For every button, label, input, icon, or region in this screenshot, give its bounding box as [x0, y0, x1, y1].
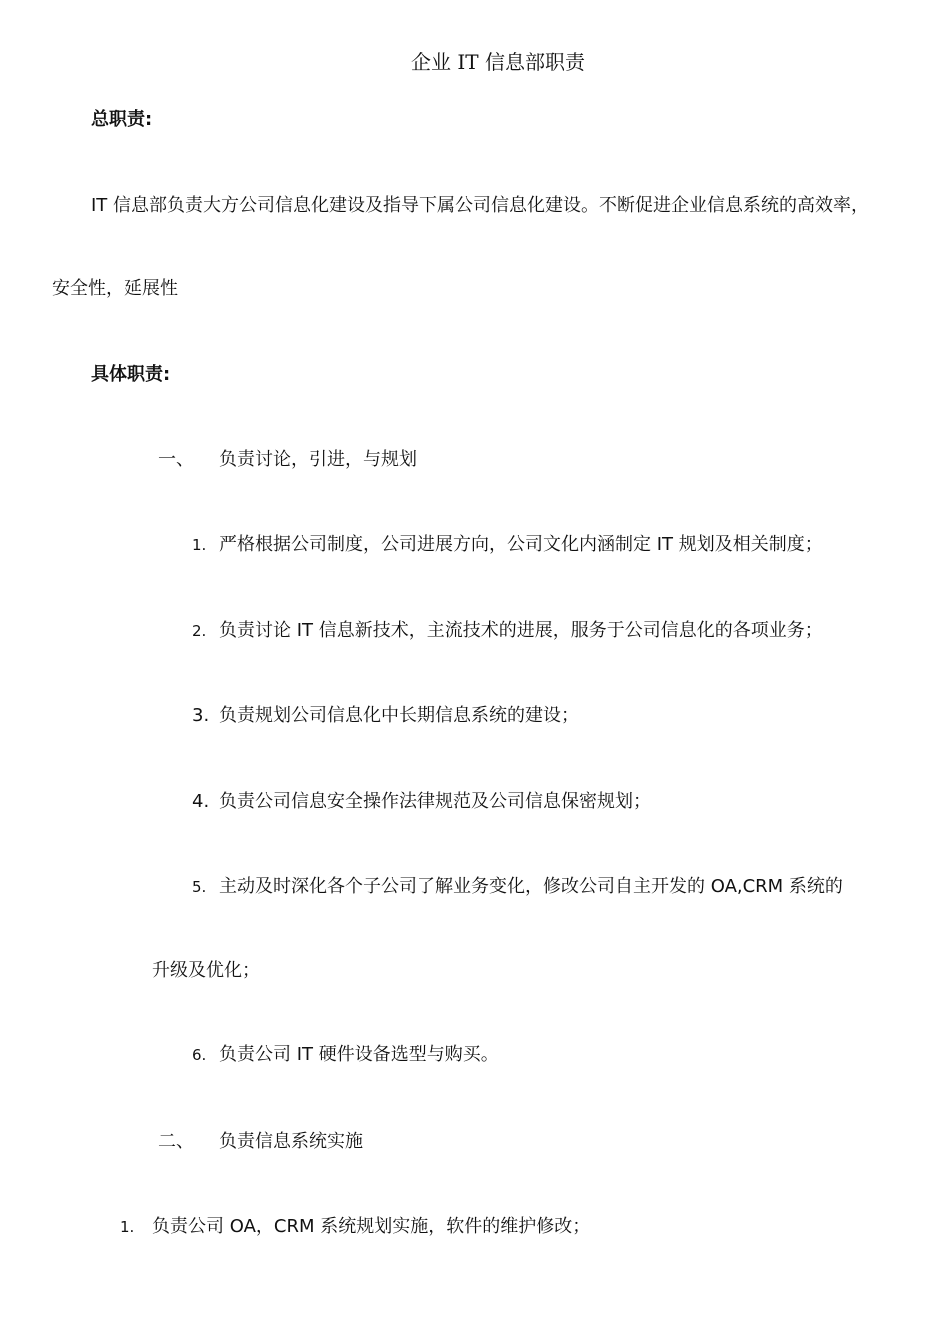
list-item-text: 负责公司 OA，CRM 系统规划实施，软件的维护修改； [152, 1216, 591, 1237]
list-item-number: 6. [192, 1046, 207, 1064]
section2-number: 二、 [158, 1131, 194, 1152]
list-item-number: 2. [192, 622, 207, 640]
list-item-number: 4. [192, 791, 210, 812]
list-item [192, 704, 579, 728]
list-item-text: 负责讨论 IT 信息新技术，主流技术的进展，服务于公司信息化的各项业务； [219, 620, 823, 641]
section2-header [158, 1130, 363, 1154]
general-text-line2: 安全性，延展性 [52, 278, 178, 299]
section2-title: 负责信息系统实施 [219, 1131, 363, 1152]
list-item [192, 875, 843, 899]
list-item-number: 1. [120, 1218, 135, 1236]
list-item [120, 1215, 590, 1239]
general-heading: 总职责: [91, 109, 153, 130]
list-item [192, 1043, 499, 1067]
document-title: 企业 IT 信息部职责 [411, 50, 585, 74]
list-item [192, 533, 823, 557]
list-item-number: 1. [192, 536, 207, 554]
list-item-text: 主动及时深化各个子公司了解业务变化，修改公司自主开发的 OA,CRM 系统的 [219, 876, 843, 897]
list-item-text: 严格根据公司制度，公司进展方向，公司文化内涵制定 IT 规划及相关制度； [219, 534, 823, 555]
list-item-text: 负责公司 IT 硬件设备选型与购买。 [219, 1044, 499, 1065]
list-item-text: 负责规划公司信息化中长期信息系统的建设； [219, 705, 579, 726]
section1-header [158, 448, 417, 472]
list-item-number: 3. [192, 705, 210, 726]
list-item-number: 5. [192, 878, 207, 896]
section1-title: 负责讨论，引进，与规划 [219, 449, 417, 470]
specific-heading: 具体职责: [91, 364, 171, 385]
list-item-text: 负责公司信息安全操作法律规范及公司信息保密规划； [219, 791, 651, 812]
section1-number: 一、 [158, 449, 194, 470]
list-item-continuation: 升级及优化； [152, 960, 260, 981]
general-text-line1: IT 信息部负责大方公司信息化建设及指导下属公司信息化建设。不断促进企业信息系统的高效率， [91, 195, 870, 216]
list-item [192, 790, 651, 814]
list-item [192, 619, 823, 643]
